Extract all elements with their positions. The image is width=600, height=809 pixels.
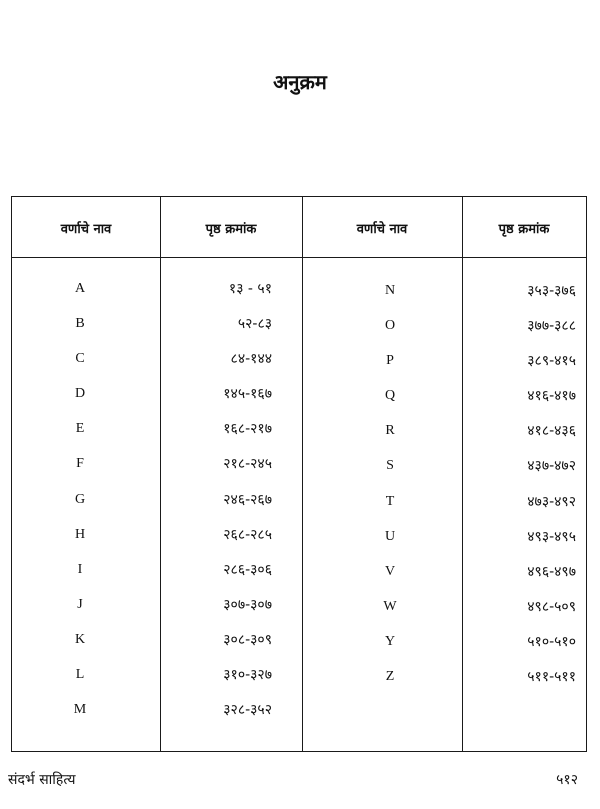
page-range-cell: ३७७-३८८ bbox=[527, 318, 576, 335]
letter-cell: E bbox=[75, 421, 85, 437]
page-range-cell: ५११-५११ bbox=[527, 669, 576, 686]
page-range-cell: ४७३-४९२ bbox=[527, 493, 576, 510]
right-pages-column bbox=[482, 281, 576, 702]
references-page-number: ५१२ bbox=[556, 772, 578, 788]
letter-cell: Q bbox=[384, 388, 396, 404]
index-table bbox=[11, 196, 587, 752]
page-range-cell: ३२८-३५२ bbox=[223, 702, 272, 719]
header-letter-name-left: वर्णाचे नाव bbox=[60, 222, 112, 237]
page-range-cell: ३८९-४१५ bbox=[527, 353, 576, 370]
letter-cell: S bbox=[386, 458, 394, 474]
page-range-cell: ४१८-४३६ bbox=[527, 423, 576, 440]
page-range-cell: २४६-२६७ bbox=[223, 491, 272, 508]
letter-cell: J bbox=[77, 596, 83, 612]
page-range-cell: ४९८-५०९ bbox=[527, 598, 576, 615]
references-label: संदर्भ साहित्य bbox=[8, 772, 76, 788]
left-pages-column bbox=[172, 279, 272, 735]
column-divider bbox=[462, 197, 463, 751]
letter-cell: P bbox=[386, 353, 394, 369]
letter-cell: I bbox=[77, 561, 83, 577]
page-range-cell: १३ - ५१ bbox=[228, 281, 272, 297]
letter-cell: K bbox=[74, 631, 86, 647]
letter-cell: R bbox=[385, 423, 395, 439]
page-range-cell: ८४-१४४ bbox=[230, 351, 272, 368]
right-letters-column bbox=[362, 281, 418, 702]
page-range-cell: ३०८-३०९ bbox=[223, 631, 272, 648]
page-range-cell: २१८-२४५ bbox=[223, 456, 272, 473]
letter-cell: G bbox=[74, 491, 86, 507]
letter-cell: F bbox=[76, 456, 84, 472]
letter-cell: M bbox=[73, 702, 87, 718]
letter-cell: Y bbox=[384, 633, 396, 649]
letter-cell: Z bbox=[385, 669, 395, 685]
header-page-number-right: पृष्ठ क्रमांक bbox=[498, 222, 550, 237]
letter-cell: N bbox=[384, 283, 396, 298]
letter-cell: C bbox=[75, 351, 85, 367]
letter-cell: T bbox=[385, 493, 395, 509]
letter-cell: O bbox=[384, 318, 396, 334]
page-range-cell: ५२-८३ bbox=[237, 316, 272, 333]
letter-cell: U bbox=[384, 528, 396, 544]
left-letters-column bbox=[52, 279, 108, 735]
letter-cell: V bbox=[384, 563, 396, 579]
page-range-cell: ५१०-५१० bbox=[527, 633, 576, 650]
letter-cell: B bbox=[75, 316, 85, 332]
header-page-number-left: पृष्ठ क्रमांक bbox=[205, 222, 257, 237]
page-range-cell: ३५३-३७६ bbox=[527, 283, 576, 299]
page-range-cell: ४३७-४७२ bbox=[527, 458, 576, 475]
header-divider bbox=[12, 257, 586, 258]
letter-cell: D bbox=[74, 386, 86, 402]
page-range-cell: ४१६-४१७ bbox=[527, 388, 576, 405]
letter-cell: W bbox=[383, 598, 397, 614]
column-divider bbox=[160, 197, 161, 751]
page-range-cell: ४९६-४९७ bbox=[527, 563, 576, 580]
page-range-cell: २८६-३०६ bbox=[223, 561, 272, 578]
page-title: अनुक्रम bbox=[273, 70, 327, 94]
header-letter-name-right: वर्णाचे नाव bbox=[356, 222, 408, 237]
page-range-cell: २६८-२८५ bbox=[223, 526, 272, 543]
page-range-cell: १४५-१६७ bbox=[223, 386, 272, 403]
page-range-cell: १६८-२१७ bbox=[223, 421, 272, 438]
page-range-cell: ४९३-४९५ bbox=[527, 528, 576, 545]
letter-cell: A bbox=[74, 281, 86, 296]
column-divider bbox=[302, 197, 303, 751]
letter-cell: L bbox=[75, 667, 85, 683]
page-range-cell: ३१०-३२७ bbox=[223, 667, 272, 684]
page-range-cell: ३०७-३०७ bbox=[223, 596, 272, 613]
letter-cell: H bbox=[74, 526, 86, 542]
